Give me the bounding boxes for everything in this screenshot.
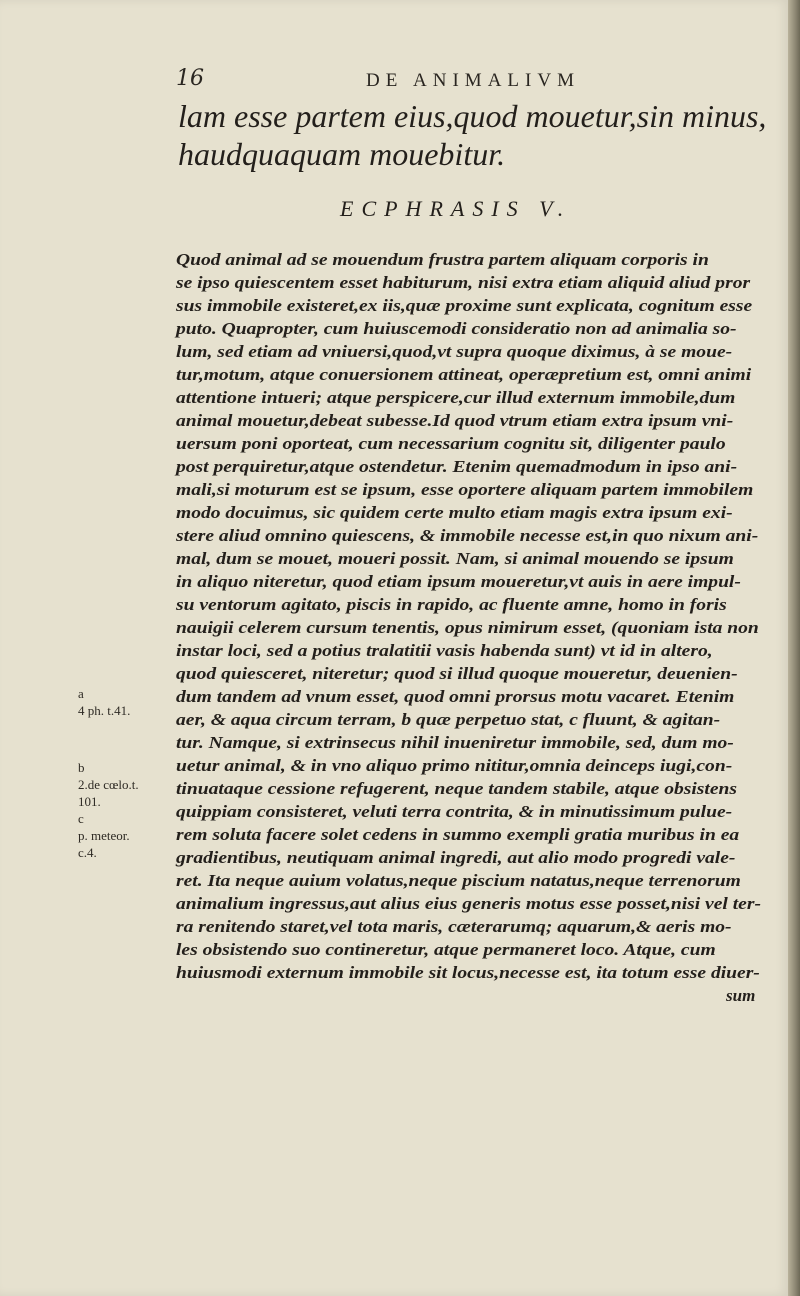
margin-note: 101.: [78, 794, 101, 809]
intro-line: lam esse partem eius,quod mouetur,sin minus,: [178, 98, 767, 134]
text-line: quippiam consisteret, veluti terra contrita, & in minutissimum pulue-: [176, 802, 733, 821]
margin-note: 2.de cœlo.t.: [78, 777, 139, 792]
margin-note: p. meteor.: [78, 828, 130, 843]
text-line: ret. Ita neque auium volatus,neque piscium natatus,neque terrenorum: [176, 871, 741, 890]
text-line: stere aliud omnino quiescens, & immobile necesse est,in quo nixum ani-: [176, 526, 759, 545]
text-line: modo docuimus, sic quidem certe multo etiam magis extra ipsum exi-: [176, 503, 733, 522]
text-line: rem soluta facere solet cedens in summo exempli gratia muribus in ea: [176, 825, 740, 844]
text-line: sus immobile existeret,ex iis,quæ proxime sunt explicata, cognitum esse: [176, 296, 753, 315]
text-line: puto. Quapropter, cum huiuscemodi consideratio non ad animalia so-: [176, 319, 737, 338]
text-line: se ipso quiescentem esset habiturum, nisi extra etiam aliquid aliud pror: [176, 273, 751, 292]
text-line: Quod animal ad se mouendum frustra partem aliquam corporis in: [176, 250, 709, 269]
text-line: tur,motum, atque conuersionem attineat, operæpretium est, omni animi: [176, 365, 752, 384]
page-header: [176, 66, 776, 96]
text-line: mali,si moturum est se ipsum, esse oportere aliquam partem immobilem: [176, 480, 754, 499]
text-line: nauigii celerem cursum tenentis, opus nimirum esset, (quoniam ista non: [176, 618, 759, 637]
margin-note: c.4.: [78, 845, 97, 860]
text-line: les obsistendo suo contineretur, atque permaneret loco. Atque, cum: [176, 940, 716, 959]
text-line: post perquiretur,atque ostendetur. Etenim quemadmodum in ipso ani-: [176, 457, 738, 476]
margin-note: a: [78, 686, 84, 701]
page-edge: [788, 0, 800, 1296]
intro-line: haudquaquam mouebitur.: [178, 136, 506, 172]
page-number: 16: [176, 66, 204, 91]
section-heading: ECPHRASIS V.: [340, 196, 572, 221]
text-line: animal mouetur,debeat subesse.Id quod vtrum etiam extra ipsum vni-: [176, 411, 734, 430]
catchword: sum: [726, 986, 756, 1005]
text-line: aer, & aqua circum terram, b quæ perpetuo stat, c fluunt, & agitan-: [176, 710, 721, 729]
text-line: huiusmodi externum immobile sit locus,necesse est, ita totum esse diuer-: [176, 963, 760, 982]
margin-note: c: [78, 811, 84, 826]
text-line: dum tandem ad vnum esset, quod omni prorsus motu vacaret. Etenim: [176, 687, 735, 706]
text-line: tur. Namque, si extrinsecus nihil inueniretur immobile, sed, dum mo-: [176, 733, 734, 752]
text-line: uetur animal, & in vno aliquo primo nititur,omnia deinceps iugi,con-: [176, 756, 733, 775]
margin-notes: [78, 685, 172, 861]
text-line: attentione intueri; atque perspicere,cur illud externum immobile,dum: [176, 388, 736, 407]
text-line: su ventorum agitato, piscis in rapido, ac fluente amne, homo in foris: [176, 595, 727, 614]
text-line: tinuataque cessione refugerent, neque tandem stabile, atque obsistens: [176, 779, 738, 798]
margin-note: b: [78, 760, 85, 775]
running-head: DE ANIMALIVM: [366, 70, 580, 91]
text-line: uersum poni oporteat, cum necessarium cognitu sit, diligenter paulo: [176, 434, 726, 453]
margin-note: 4 ph. t.41.: [78, 703, 131, 718]
text-line: animalium ingressus,aut alius eius generis motus esse posset,nisi vel ter-: [176, 894, 761, 913]
text-line: gradientibus, neutiquam animal ingredi, aut alio modo progredi vale-: [176, 848, 736, 867]
text-line: ra renitendo staret,vel tota maris, cæterarumq; aquarum,& aeris mo-: [176, 917, 732, 936]
text-line: quod quiesceret, niteretur; quod si illud quoque moueretur, deuenien-: [176, 664, 738, 683]
text-line: mal, dum se mouet, moueri possit. Nam, si animal mouendo se ipsum: [176, 549, 734, 568]
text-line: in aliquo niteretur, quod etiam ipsum moueretur,vt auis in aere impul-: [176, 572, 741, 591]
text-line: instar loci, sed a potius tralatitii vasis habenda sunt) vt id in altero,: [176, 641, 713, 660]
text-line: lum, sed etiam ad vniuersi,quod,vt supra quoque diximus, à se moue-: [176, 342, 733, 361]
